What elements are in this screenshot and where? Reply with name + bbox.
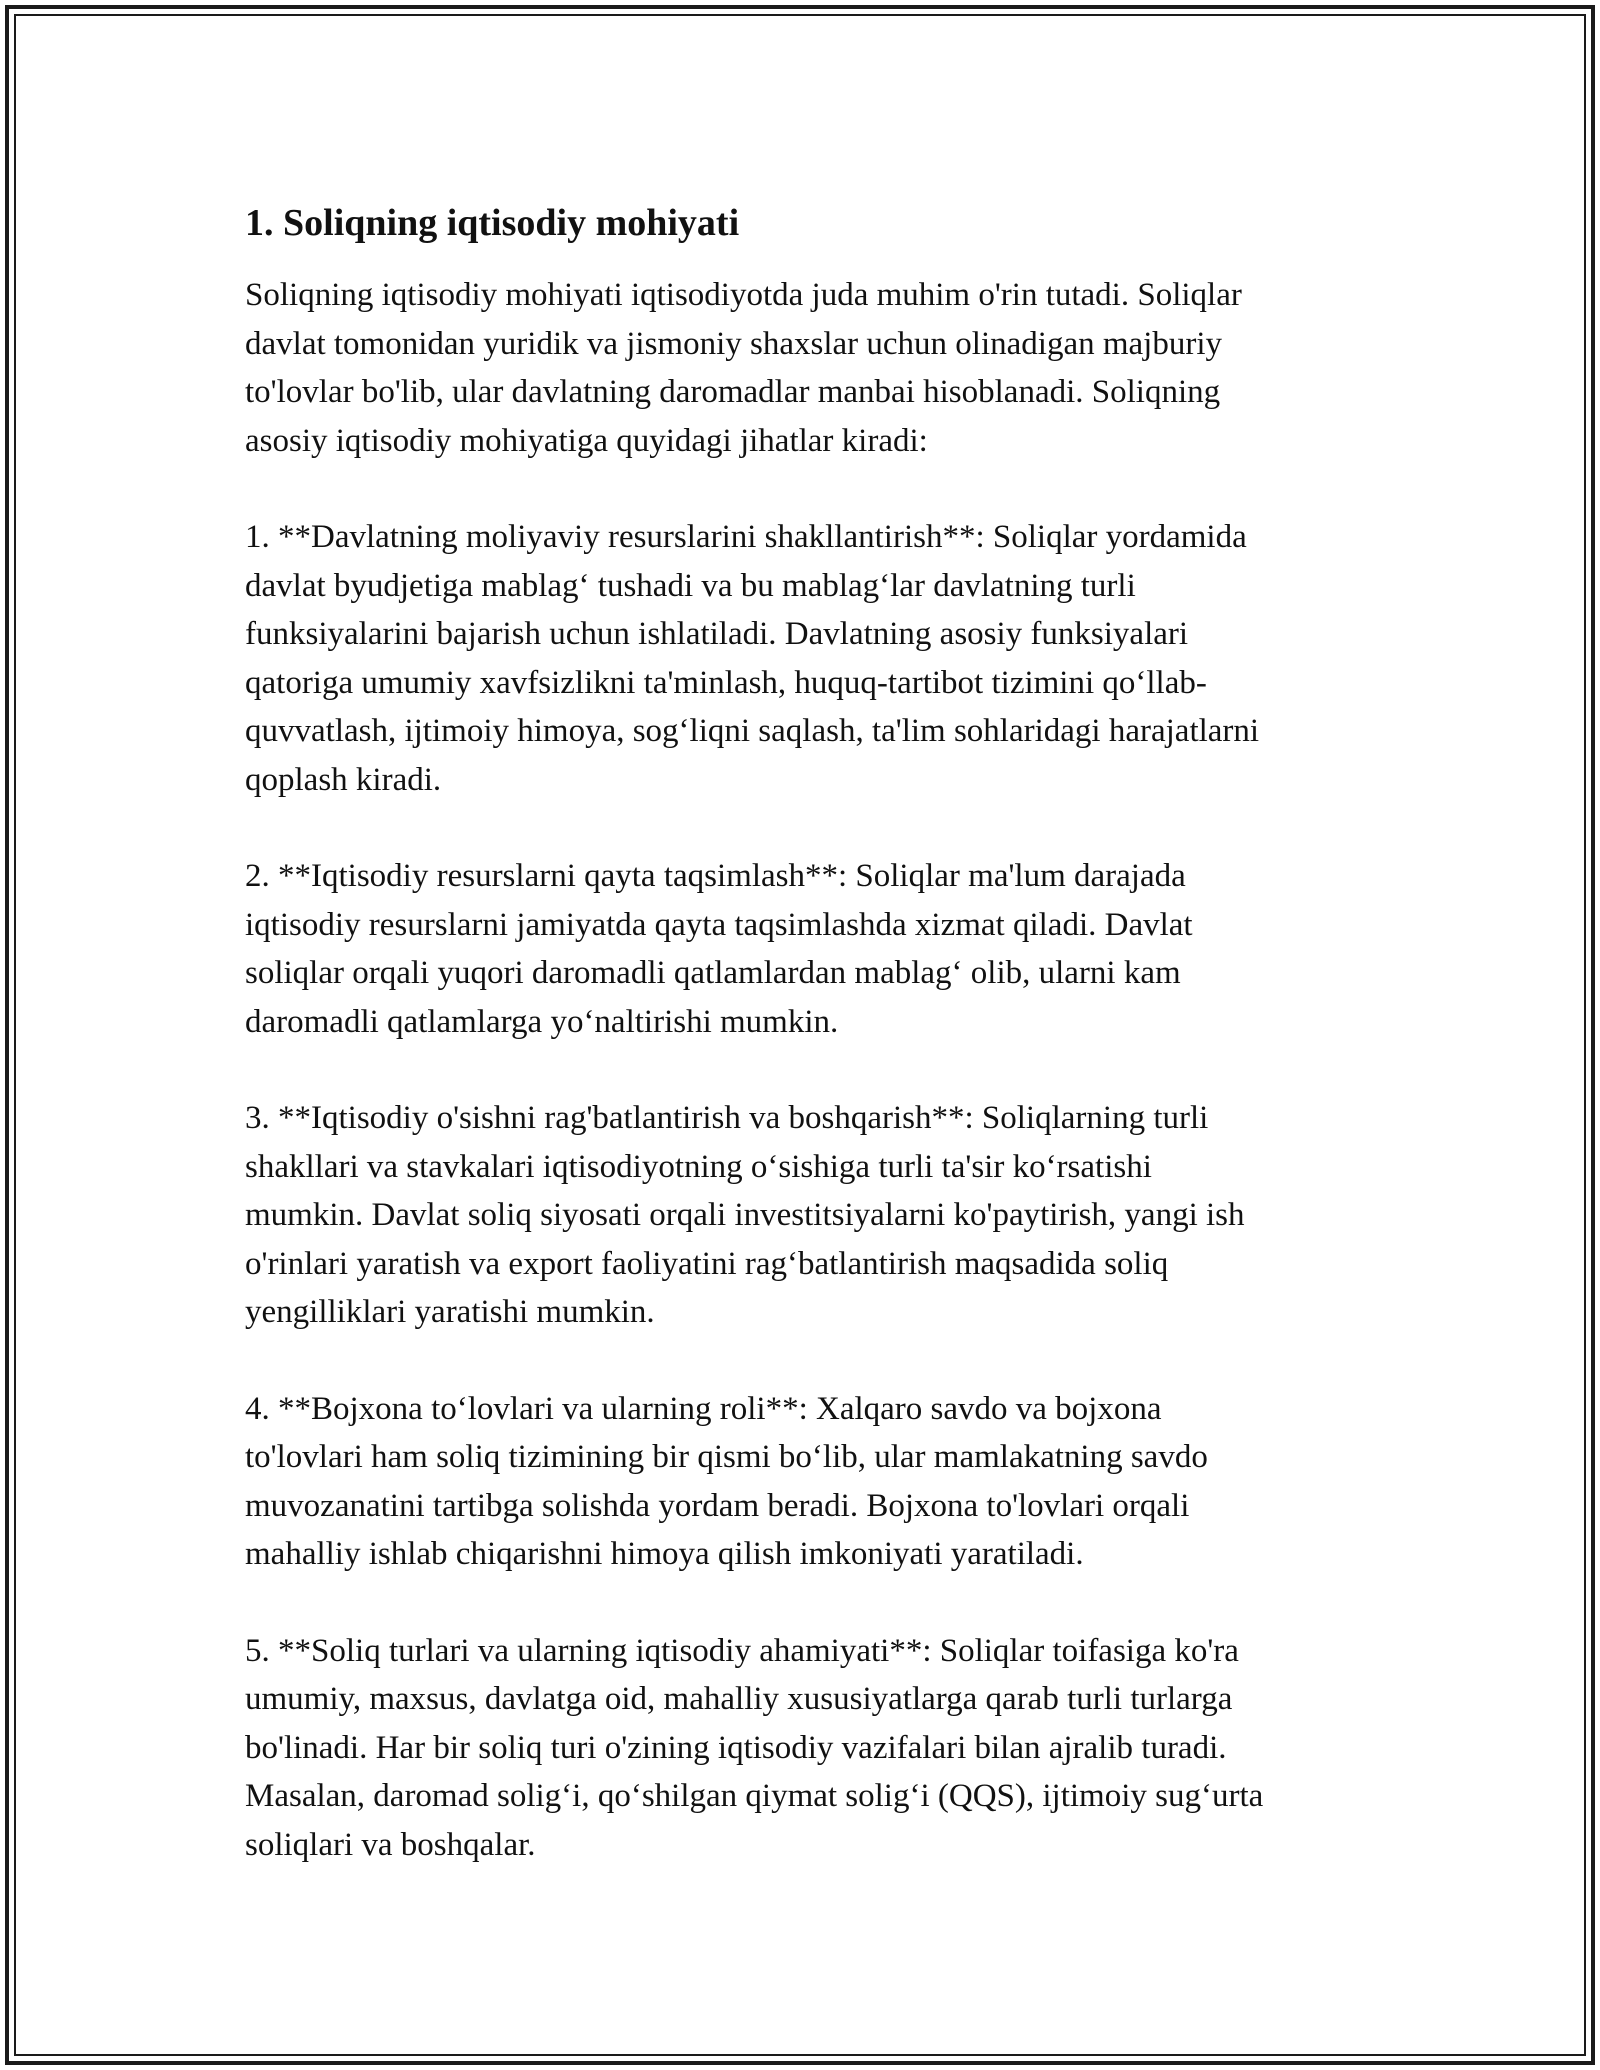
list-item-2-paragraph: 2. **Iqtisodiy resurslarni qayta taqsimlash**: Soliqlar ma'lum darajada iqtisodiy resurslarni jamiyatda qayta taqsimlashda xizmat qiladi. Davlat soliqlar orqali yuqori daromadli qatlamlardan mablag‘ olib, ularni kam daromadli qatlamlarga yo‘naltirishi mumkin. bbox=[245, 858, 1193, 1040]
list-item-4-paragraph: 4. **Bojxona to‘lovlari va ularning roli**: Xalqaro savdo va bojxona to'lovlari ham soliq tizimining bir qismi bo‘lib, ular mamlakatning savdo muvozanatini tartibga solishda yordam beradi. Bojxona to'lovlari orqali mahalliy ishlab chiqarishni himoya qilish imkoniyati yaratiladi. bbox=[245, 1390, 1208, 1572]
list-item-3-paragraph: 3. **Iqtisodiy o'sishni rag'batlantirish va boshqarish**: Soliqlarning turli shakllari va stavkalari iqtisodiyotning o‘sishiga turli ta'sir ko‘rsatishi mumkin. Davlat soliq siyosati orqali investitsiyalarni ko'paytirish, yangi ish o'rinlari yaratish va export faoliyatini rag‘batlantirish maqsadida soliq yengilliklari yaratishi mumkin. bbox=[245, 1100, 1245, 1330]
section-heading: 1. Soliqning iqtisodiy mohiyati bbox=[245, 202, 740, 244]
list-item-5-paragraph: 5. **Soliq turlari va ularning iqtisodiy ahamiyati**: Soliqlar toifasiga ko'ra umumiy, maxsus, davlatga oid, mahalliy xususiyatlarga qarab turli turlarga bo'linadi. Har bir soliq turi o'zining iqtisodiy vazifalari bilan ajralib turadi. Masalan, daromad solig‘i, qo‘shilgan qiymat solig‘i (QQS), ijtimoiy sug‘urta soliqlari va boshqalar. bbox=[245, 1632, 1264, 1863]
intro-paragraph: Soliqning iqtisodiy mohiyati iqtisodiyotda juda muhim o'rin tutadi. Soliqlar davlat tomonidan yuridik va jismoniy shaxslar uchun olinadigan majburiy to'lovlar bo'lib, ular davlatning daromadlar manbai hisoblanadi. Soliqning asosiy iqtisodiy mohiyatiga quyidagi jihatlar kiradi: bbox=[245, 277, 1242, 459]
document-body bbox=[245, 195, 1385, 1917]
page-frame bbox=[5, 5, 1595, 2065]
list-item-1-paragraph: 1. **Davlatning moliyaviy resurslarini shakllantirish**: Soliqlar yordamida davlat byudjetiga mablag‘ tushadi va bu mablag‘lar davlatning turli funksiyalarini bajarish uchun ishlatiladi. Davlatning asosiy funksiyalari qatoriga umumiy xavfsizlikni ta'minlash, huquq-tartibot tizimini qo‘llab- quvvatlash, ijtimoiy himoya, sog‘liqni saqlash, ta'lim sohlaridagi harajatlarni qoplash kiradi. bbox=[245, 519, 1260, 798]
